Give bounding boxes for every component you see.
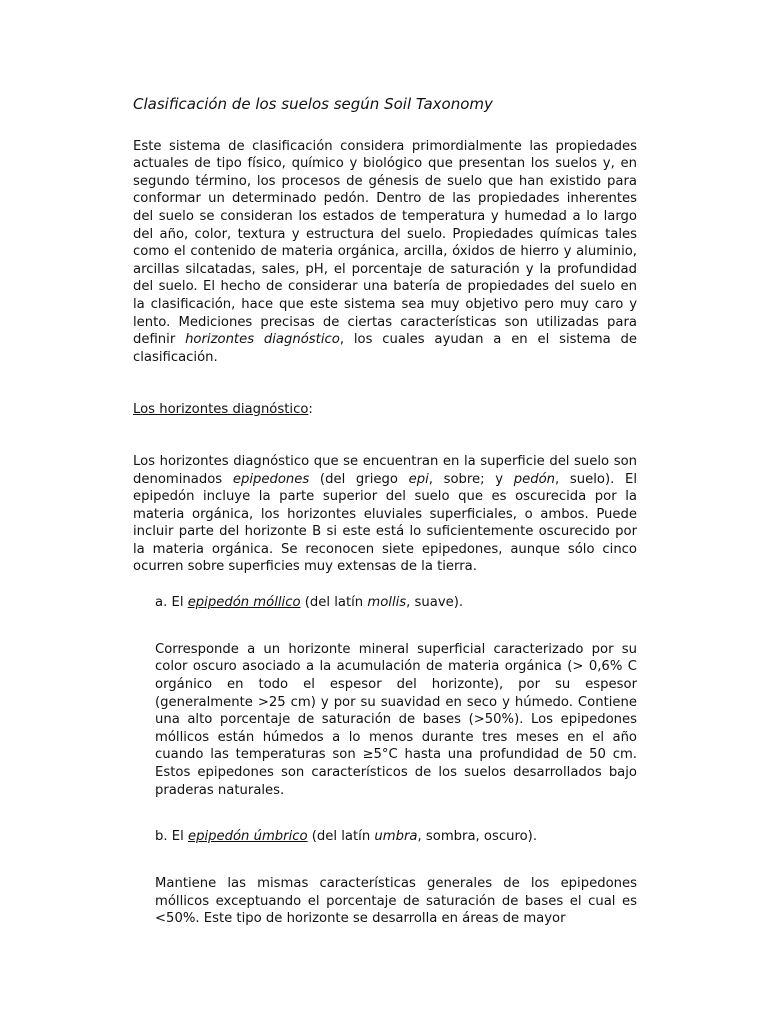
list-item-a <box>155 594 637 612</box>
item-a-latin: mollis <box>367 595 407 611</box>
item-b-mid: (del latín <box>307 829 375 845</box>
section-text-3: , sobre; y <box>428 471 514 487</box>
item-a-pre: El <box>171 595 188 611</box>
section-heading: Los horizontes diagnóstico <box>133 402 309 418</box>
list-item-b <box>155 828 637 846</box>
intro-text-2: , los cuales ayudan a en el sistema de clasificación. <box>133 332 637 365</box>
item-a-term: epipedón móllico <box>187 595 301 611</box>
section-italic-2: epi <box>408 471 429 487</box>
item-b-post: , sombra, oscuro). <box>417 829 538 845</box>
item-a-marker: a. <box>155 595 168 611</box>
item-a-body: Corresponde a un horizonte mineral superficial caracterizado por su color oscuro asociado a la acumulación de materia orgánica (> 0,6% C orgánico en todo el espesor del horizonte), por su espesor (generalmente >25 cm) y por su suavidad en seco y húmedo. Contiene una alto porcentaje de saturación de bases (>50%). Los epipedones móllicos están húmedos a lo menos durante tres meses en el año cuando las temperaturas son ≥5°C hasta una profundidad de 50 cm. Estos epipedones son característicos de los suelos desarrollados bajo praderas naturales. <box>155 641 637 798</box>
section-text-1: Los horizontes diagnóstico que se encuentran en la superficie del suelo son denominados <box>133 453 637 487</box>
item-b-latin: umbra <box>374 829 418 845</box>
document-title: Clasificación de los suelos según Soil Taxonomy <box>133 95 493 113</box>
item-a-mid: (del latín <box>300 595 368 611</box>
section-italic-3: pedón <box>513 471 556 487</box>
document-page <box>133 96 637 941</box>
section-paragraph <box>133 453 637 576</box>
section-italic-1: epipedones <box>232 471 310 487</box>
item-b-term: epipedón úmbrico <box>187 829 308 845</box>
item-b-body: Mantiene las mismas características generales de los epipedones móllicos exceptuando el porcentaje de saturación de bases el cual es <50%. Este tipo de horizonte se desarrolla en áreas de mayor <box>155 876 637 927</box>
section-text-2: (del griego <box>309 471 409 487</box>
intro-italic-term: horizontes diagnóstico <box>185 332 340 348</box>
section-heading-line <box>133 401 637 419</box>
item-b-marker: b. <box>155 829 168 845</box>
intro-text-1: Este sistema de clasificación considera primordialmente las propiedades actuales de tipo físico, químico y biológico que presentan los suelos y, en segundo término, los procesos de génesis de suelo que han existido para conformar un determinado pedón. Dentro de las propiedades inherentes del suelo se consideran los estados de temperatura y humedad a lo largo del año, color, textura y estructura del suelo. Propiedades químicas tales como el contenido de materia orgánica, arcilla, óxidos de hierro y aluminio, arcillas silcatadas, sales, pH, el porcentaje de saturación y la profundidad del suelo. El hecho de considerar una batería de propiedades del suelo en la clasificación, hace que este sistema sea muy objetivo pero muy caro y lento. Mediciones precisas de ciertas características son utilizadas para definir <box>133 138 637 348</box>
section-text-4: , suelo). El epipedón incluye la parte superior del suelo que es oscurecida por la materia orgánica, los horizontes eluviales superficiales, o ambos. Puede incluir parte del horizonte B si este está lo suficientemente oscurecido por la materia orgánica. Se reconocen siete epipedones, aunque sólo cinco ocurren sobre superficies muy extensas de la tierra. <box>133 471 637 575</box>
intro-paragraph <box>133 138 637 367</box>
item-a-post: , suave). <box>406 595 464 611</box>
item-b-pre: El <box>171 829 188 845</box>
section-heading-colon: : <box>308 402 313 418</box>
